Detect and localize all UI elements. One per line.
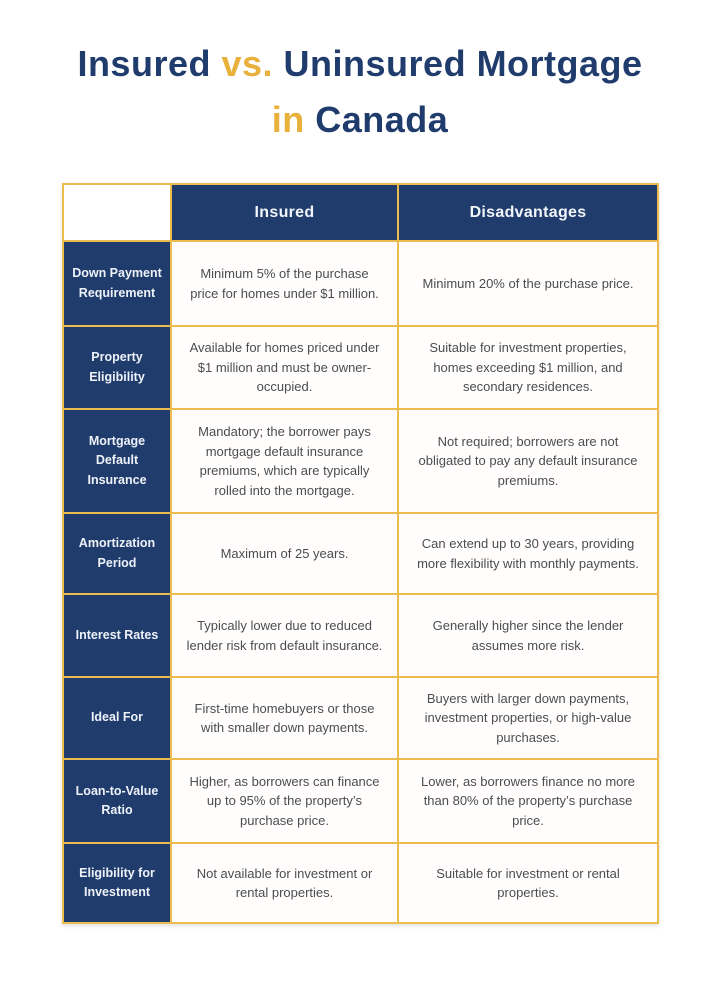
uninsured-cell: Minimum 20% of the purchase price. [398,241,658,326]
row-label: Loan-to-Value Ratio [63,759,171,843]
insured-cell: Not available for investment or rental properties. [171,843,398,923]
uninsured-cell: Not required; borrowers are not obligated to pay any default insurance premiums. [398,409,658,513]
uninsured-cell: Suitable for investment properties, homes exceeding $1 million, and secondary residences. [398,326,658,409]
row-label: Interest Rates [63,594,171,677]
row-label: Mortgage Default Insurance [63,409,171,513]
uninsured-cell: Buyers with larger down payments, investment properties, or high-value purchases. [398,677,658,759]
page-title [0,36,720,148]
insured-cell: Higher, as borrowers can finance up to 95% of the property’s purchase price. [171,759,398,843]
uninsured-cell: Can extend up to 30 years, providing more flexibility with monthly payments. [398,513,658,594]
title-word-uninsured-mortgage: Uninsured Mortgage [283,43,643,84]
table-row [63,843,658,923]
table-row [63,241,658,326]
insured-cell: Typically lower due to reduced lender risk from default insurance. [171,594,398,677]
column-header-insured: Insured [171,184,398,241]
title-word-insured: Insured [77,43,211,84]
table-row [63,513,658,594]
table-row [63,409,658,513]
table-row [63,759,658,843]
row-label: Amortization Period [63,513,171,594]
uninsured-cell: Suitable for investment or rental properties. [398,843,658,923]
column-header-disadvantages: Disadvantages [398,184,658,241]
title-word-vs: vs. [221,43,274,84]
insured-cell: Maximum of 25 years. [171,513,398,594]
insured-cell: Minimum 5% of the purchase price for homes under $1 million. [171,241,398,326]
table-row [63,326,658,409]
uninsured-cell: Lower, as borrowers finance no more than 80% of the property’s purchase price. [398,759,658,843]
table-header-row [63,184,658,241]
table-row [63,677,658,759]
row-label: Ideal For [63,677,171,759]
uninsured-cell: Generally higher since the lender assumes more risk. [398,594,658,677]
comparison-table [62,183,659,924]
title-word-canada: Canada [315,99,449,140]
title-word-in: in [271,99,305,140]
insured-cell: Available for homes priced under $1 million and must be owner-occupied. [171,326,398,409]
insured-cell: First-time homebuyers or those with smaller down payments. [171,677,398,759]
insured-cell: Mandatory; the borrower pays mortgage default insurance premiums, which are typically rolled into the mortgage. [171,409,398,513]
row-label: Down Payment Requirement [63,241,171,326]
table-row [63,594,658,677]
row-label: Eligibility for Investment [63,843,171,923]
corner-cell [63,184,171,241]
row-label: Property Eligibility [63,326,171,409]
